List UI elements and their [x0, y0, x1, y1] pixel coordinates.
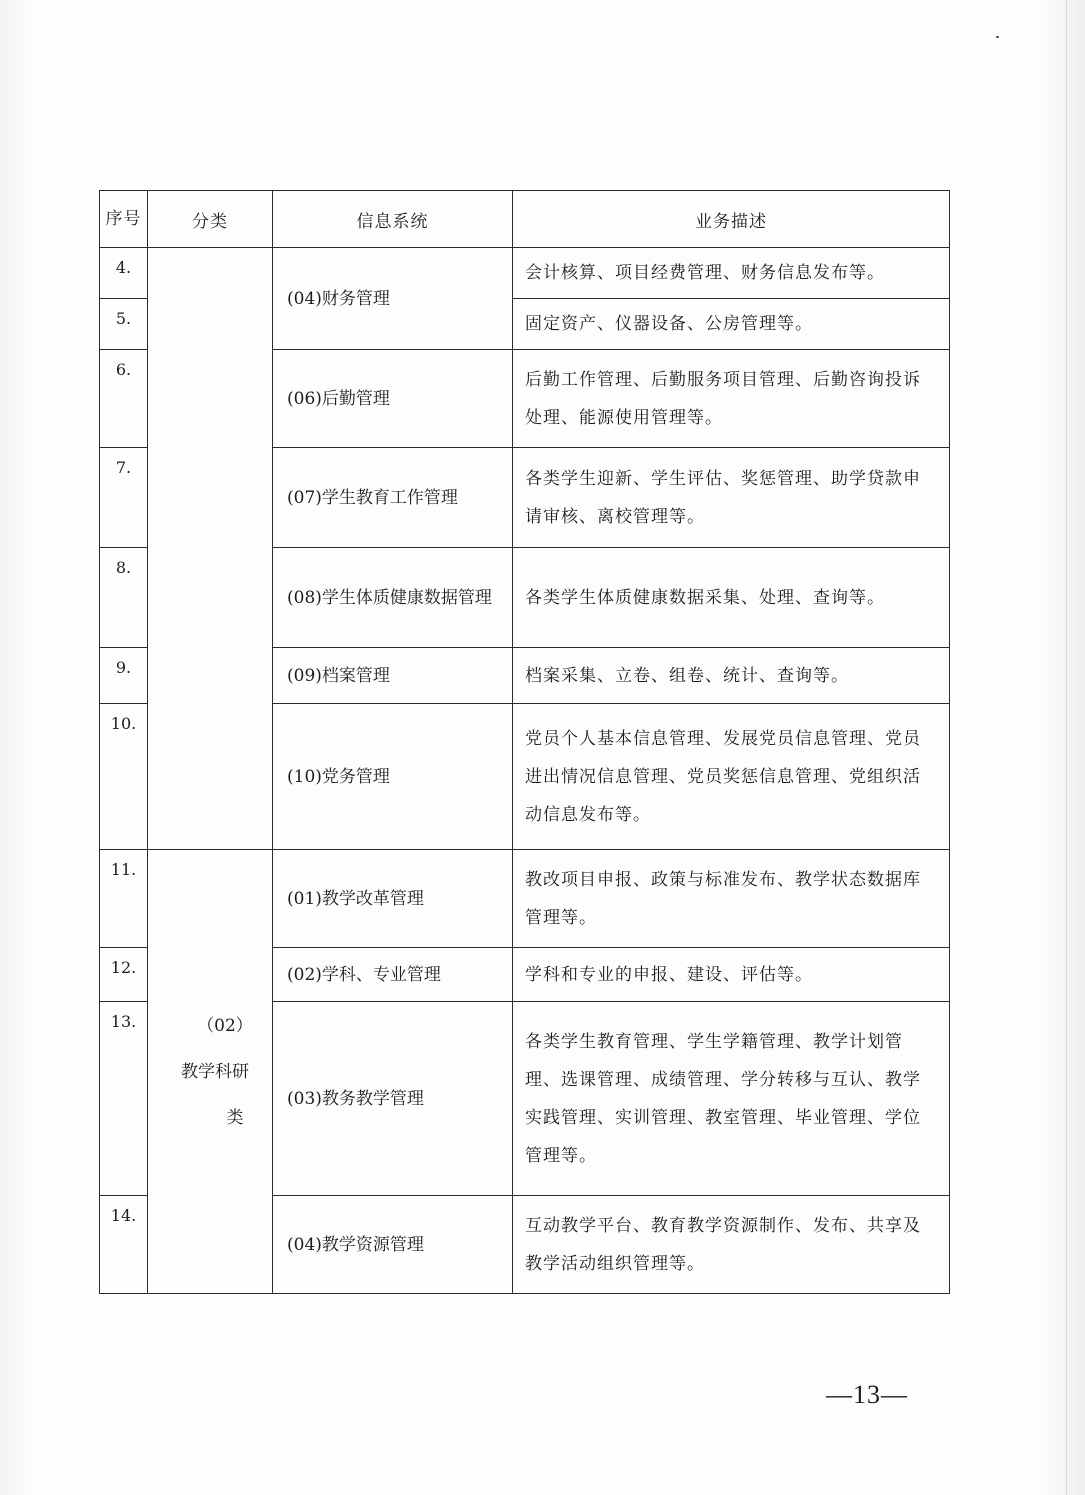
row-description: 互动教学平台、教育教学资源制作、发布、共享及教学活动组织管理等。	[513, 1196, 950, 1294]
row-description: 后勤工作管理、后勤服务项目管理、后勤咨询投诉处理、能源使用管理等。	[513, 350, 950, 448]
row-description: 党员个人基本信息管理、发展党员信息管理、党员进出情况信息管理、党员奖惩信息管理、党组织活动信息发布等。	[513, 704, 950, 850]
row-no: 11.	[100, 850, 148, 948]
table-row	[100, 248, 950, 299]
row-no: 14.	[100, 1196, 148, 1294]
category-code: （02）	[197, 1015, 253, 1036]
row-system: (02)学科、专业管理	[273, 948, 513, 1002]
row-description: 各类学生迎新、学生评估、奖惩管理、助学贷款申请审核、离校管理等。	[513, 448, 950, 548]
row-no: 8.	[100, 548, 148, 648]
header-category: 分类	[148, 191, 273, 248]
row-system: (07)学生教育工作管理	[273, 448, 513, 548]
row-no: 5.	[100, 299, 148, 350]
header-system: 信息系统	[273, 191, 513, 248]
row-no: 13.	[100, 1002, 148, 1196]
row-description: 各类学生体质健康数据采集、处理、查询等。	[513, 548, 950, 648]
page-edge	[1066, 0, 1067, 1495]
row-system: (04)教学资源管理	[273, 1196, 513, 1294]
category-cell-1	[148, 248, 273, 850]
row-no: 6.	[100, 350, 148, 448]
row-description: 档案采集、立卷、组卷、统计、查询等。	[513, 648, 950, 704]
row-no: 10.	[100, 704, 148, 850]
row-system: (04)财务管理	[273, 248, 513, 350]
row-system: (01)教学改革管理	[273, 850, 513, 948]
scan-speck	[996, 36, 999, 38]
row-description: 固定资产、仪器设备、公房管理等。	[513, 299, 950, 350]
info-system-table	[99, 190, 950, 1294]
row-no: 9.	[100, 648, 148, 704]
row-description: 教改项目申报、政策与标准发布、教学状态数据库管理等。	[513, 850, 950, 948]
header-description: 业务描述	[513, 191, 950, 248]
table-header-row	[100, 191, 950, 248]
row-no: 7.	[100, 448, 148, 548]
row-system: (03)教务教学管理	[273, 1002, 513, 1196]
row-no: 12.	[100, 948, 148, 1002]
row-system: (06)后勤管理	[273, 350, 513, 448]
page-number: —13—	[826, 1380, 908, 1409]
table-row	[100, 850, 950, 948]
category-name: 教学科研	[181, 1061, 249, 1082]
category-tail: 类	[226, 1107, 244, 1128]
header-no: 序号	[100, 191, 148, 248]
row-description: 各类学生教育管理、学生学籍管理、教学计划管理、选课管理、成绩管理、学分转移与互认、教学实践管理、实训管理、教室管理、毕业管理、学位管理等。	[513, 1002, 950, 1196]
row-description: 会计核算、项目经费管理、财务信息发布等。	[513, 248, 950, 299]
row-system: (10)党务管理	[273, 704, 513, 850]
row-no: 4.	[100, 248, 148, 299]
row-system: (09)档案管理	[273, 648, 513, 704]
row-system: (08)学生体质健康数据管理	[273, 548, 513, 648]
category-cell-teaching-research	[148, 850, 273, 1294]
row-description: 学科和专业的申报、建设、评估等。	[513, 948, 950, 1002]
